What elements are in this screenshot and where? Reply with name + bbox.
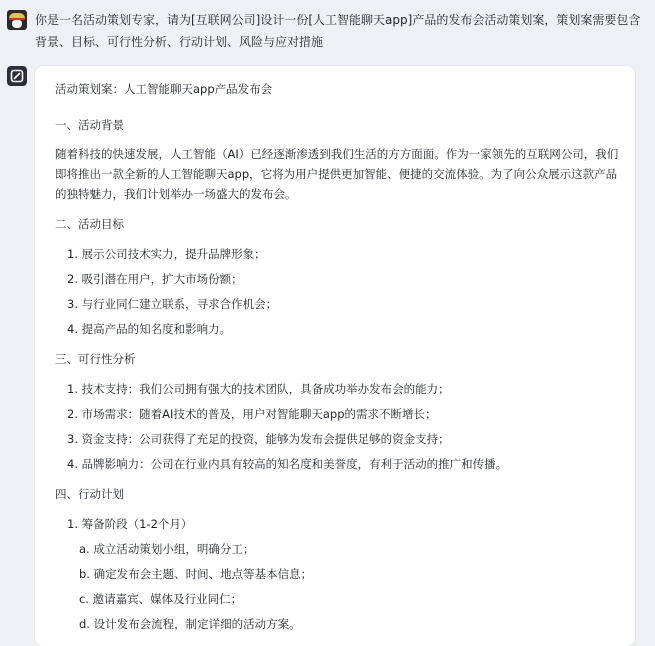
skull-icon: [12, 20, 22, 28]
plan-sub-item: c. 邀请嘉宾、媒体及行业同仁；: [79, 592, 243, 606]
feasibility-item: 4. 品牌影响力：公司在行业内具有较高的知名度和美誉度，有利于活动的推广和传播。: [67, 457, 508, 471]
plan-phase-label: 1. 筹备阶段（1-2个月）: [67, 517, 193, 531]
feasibility-item: 3. 资金支持：公司获得了充足的投资，能够为发布会提供足够的资金支持；: [67, 432, 450, 446]
cube-icon: [10, 69, 24, 83]
plan-sub-item: d. 设计发布会流程，制定详细的活动方案。: [79, 617, 301, 631]
user-message-row: [0, 0, 655, 62]
goal-item: 2. 吸引潜在用户，扩大市场份额；: [67, 272, 243, 286]
user-avatar: [7, 10, 27, 30]
goal-item: 1. 展示公司技术实力，提升品牌形象；: [67, 247, 266, 261]
section-heading-background: 一、活动背景: [55, 118, 124, 132]
assistant-answer-card: [35, 66, 635, 646]
feasibility-item: 2. 市场需求：随着AI技术的普及，用户对智能聊天app的需求不断增长；: [67, 407, 437, 421]
background-paragraph: 随着科技的快速发展，人工智能（AI）已经逐渐渗透到我们生活的方方面面。作为一家领先的互联网公司，我们即将推出一款全新的人工智能聊天app，它将为用户提供更加智能、便捷的交流体验。为了向公众展示这款产品的独特魅力，我们计划举办一场盛大的发布会。: [55, 147, 619, 201]
plan-sub-item: a. 成立活动策划小组，明确分工；: [79, 542, 255, 556]
goal-item: 3. 与行业同仁建立联系，寻求合作机会；: [67, 297, 278, 311]
goal-item: 4. 提高产品的知名度和影响力。: [67, 322, 232, 336]
section-heading-goals: 二、活动目标: [55, 217, 124, 231]
feasibility-item: 1. 技术支持：我们公司拥有强大的技术团队，具备成功举办发布会的能力；: [67, 382, 450, 396]
section-heading-feasibility: 三、可行性分析: [55, 352, 136, 366]
plan-sub-item: b. 确定发布会主题、时间、地点等基本信息；: [79, 567, 313, 581]
section-heading-plan: 四、行动计划: [55, 487, 124, 501]
user-message-text: 你是一名活动策划专家，请为[互联网公司]设计一份[人工智能聊天app]产品的发布会活动策划案，策划案需要包含背景、目标、可行性分析、行动计划、风险与应对措施: [35, 13, 641, 49]
answer-title: 活动策划案：人工智能聊天app产品发布会: [55, 82, 273, 96]
assistant-avatar: [7, 66, 27, 86]
